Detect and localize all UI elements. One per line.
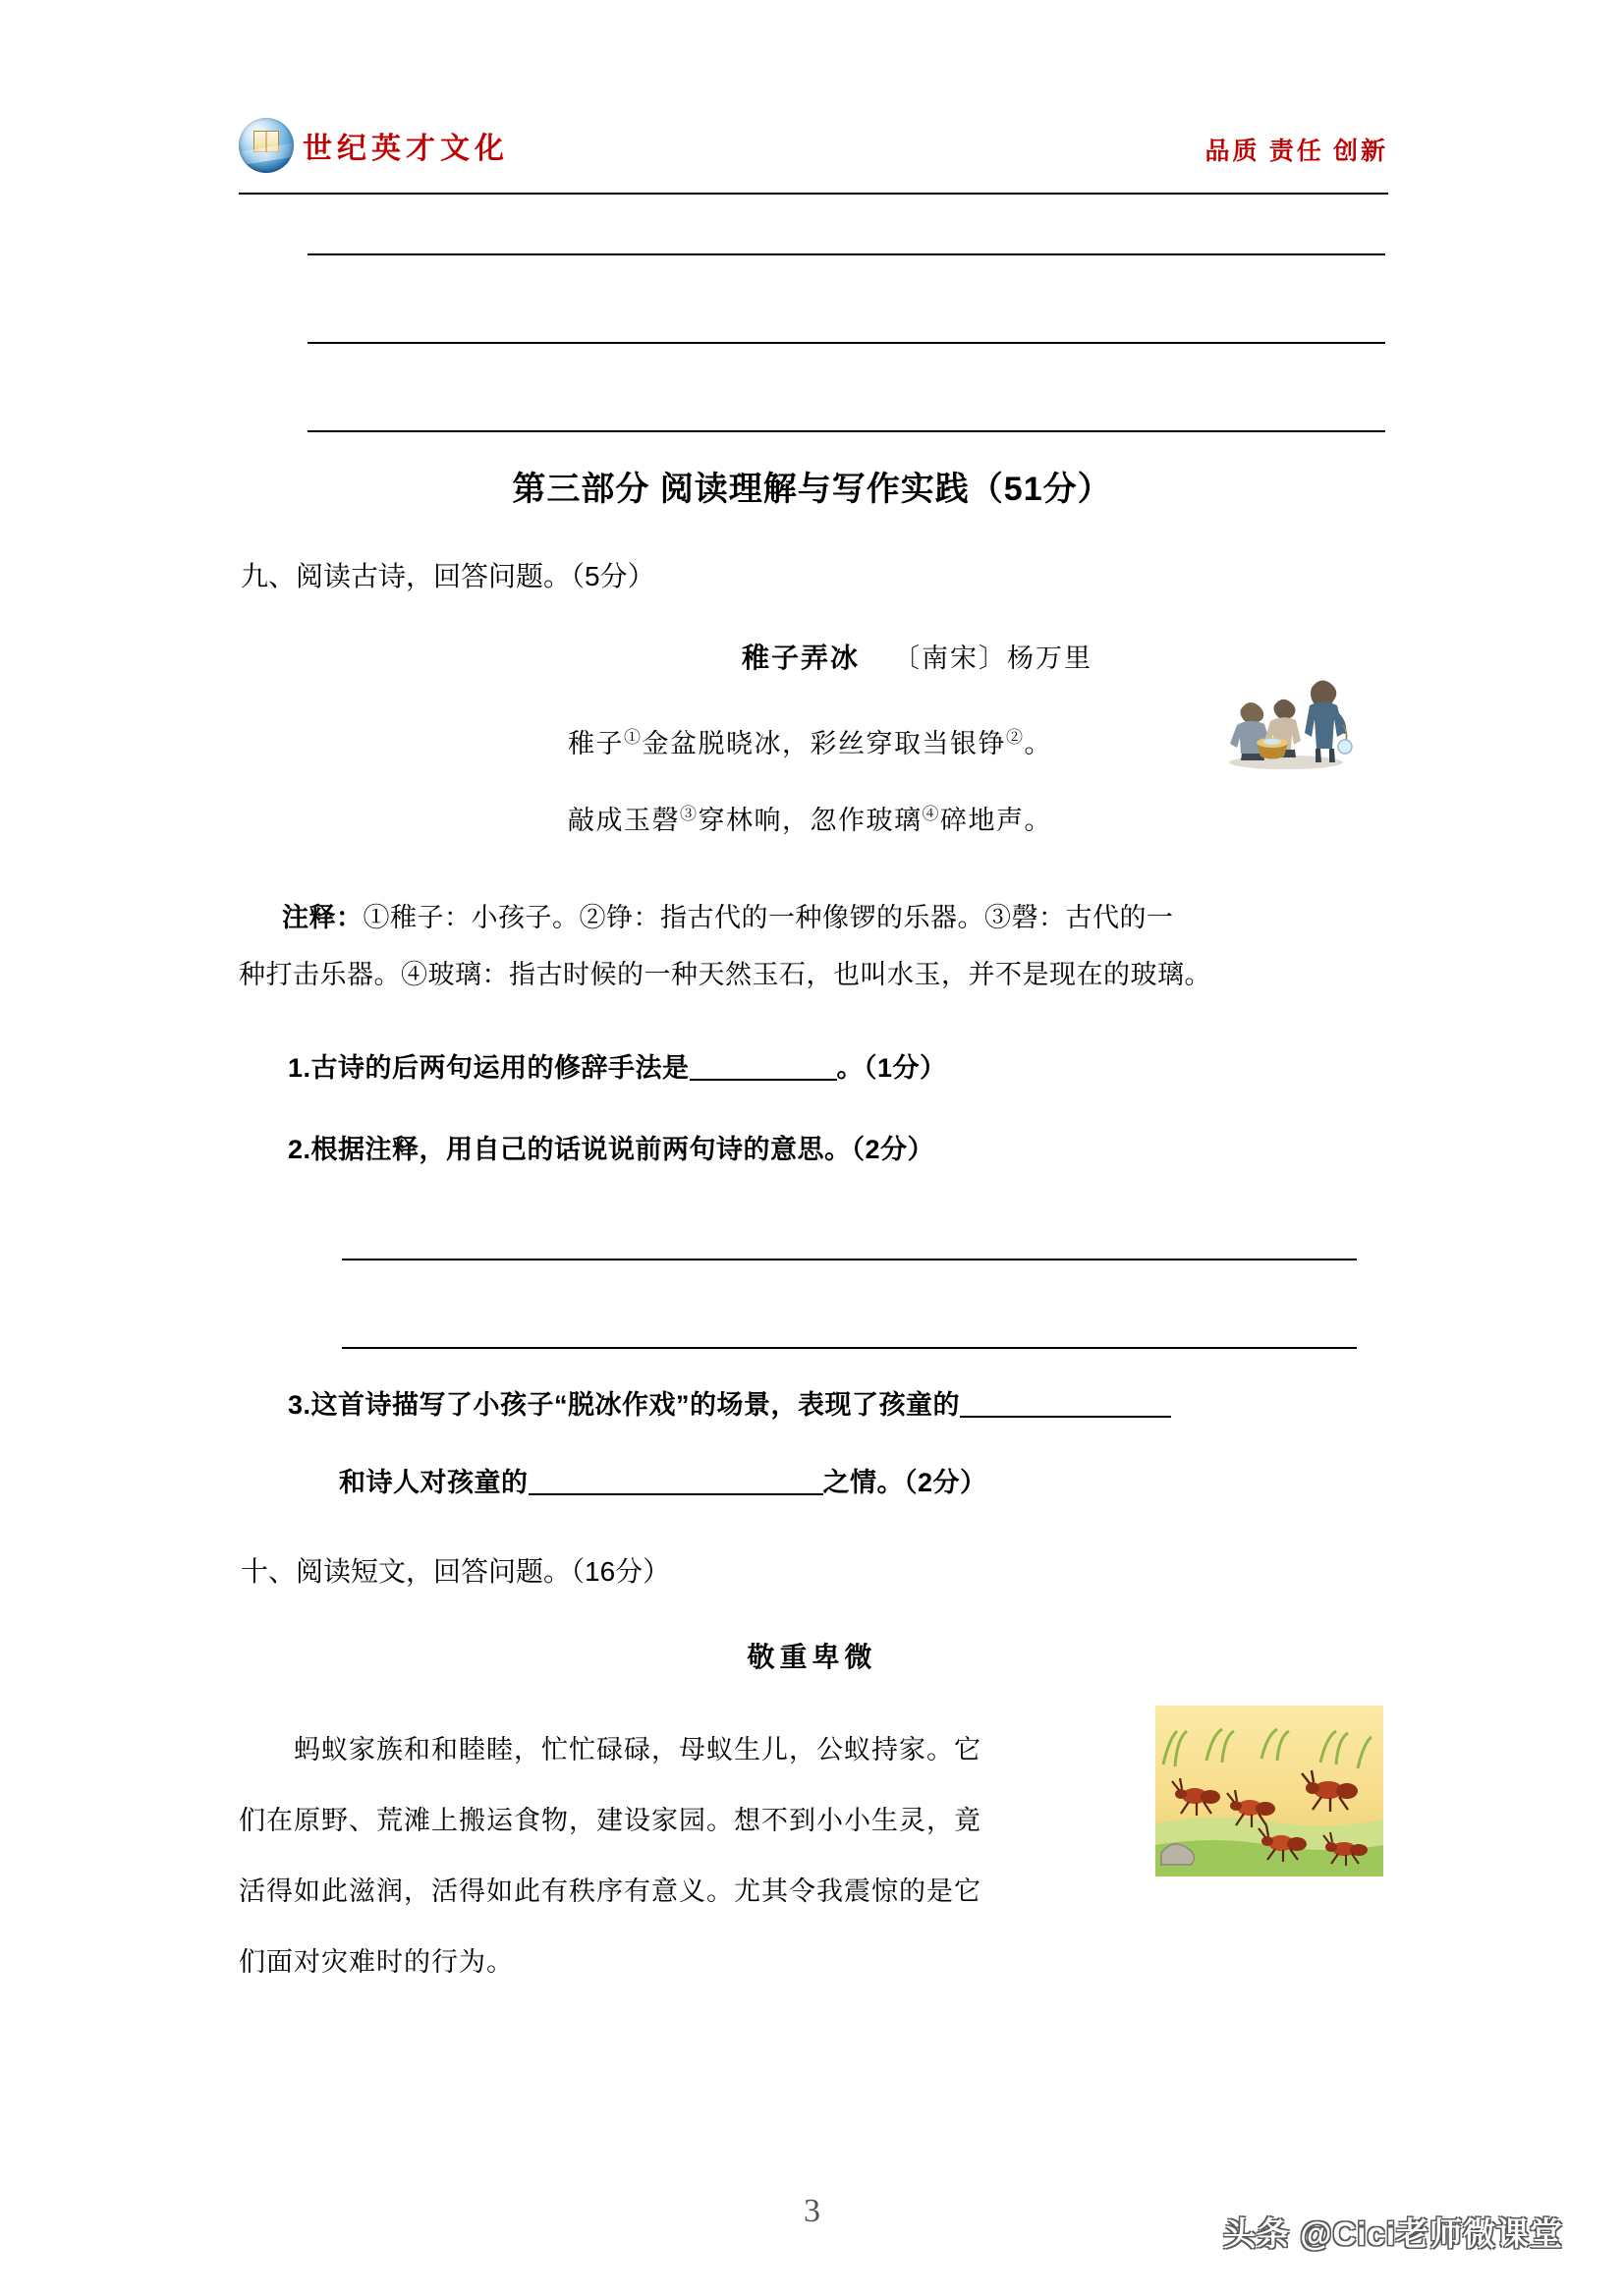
page-number: 3 <box>804 2193 820 2229</box>
notes-line-2 <box>239 946 1388 1003</box>
answer-line[interactable] <box>342 1347 1357 1349</box>
note-marker-3: ③ <box>680 805 699 823</box>
answer-line <box>308 342 1385 344</box>
question-group-nine-heading: 九、阅读古诗，回答问题。（5分） <box>241 561 655 591</box>
question-3-text-cont: 和诗人对孩童的 <box>339 1468 529 1497</box>
question-3-line-2 <box>339 1461 987 1499</box>
note-marker-4: ④ <box>922 805 940 823</box>
article-title: 敬重卑微 <box>747 1643 877 1673</box>
header-divider <box>239 193 1388 195</box>
article-line-2: 们在原野、荒滩上搬运食物，建设家园。想不到小小生灵，竟 <box>239 1806 981 1835</box>
article-line-3: 活得如此滋润，活得如此有秩序有意义。尤其令我震惊的是它 <box>239 1876 981 1906</box>
question-1 <box>288 1046 947 1085</box>
question-3-blank-2[interactable] <box>529 1468 823 1495</box>
poem-author: 〔南宋〕杨万里 <box>893 644 1093 673</box>
globe-book-logo-icon <box>239 118 294 173</box>
question-1-text: 1.古诗的后两句运用的修辞手法是 <box>288 1053 690 1083</box>
question-group-ten-heading: 十、阅读短文，回答问题。（16分） <box>241 1556 671 1587</box>
article-line-1: 蚂蚁家族和和睦睦，忙忙碌碌，母蚁生儿，公蚁持家。它 <box>294 1735 981 1764</box>
brand-name: 世纪英才文化 <box>303 133 509 165</box>
page-header <box>239 116 1388 195</box>
note-marker-2: ② <box>1006 728 1025 747</box>
question-2: 2.根据注释，用自己的话说说前两句诗的意思。（2分） <box>288 1135 935 1164</box>
notes-label: 注释： <box>282 903 364 932</box>
poem-title: 稚子弄冰 <box>742 643 861 673</box>
notes-line-1 <box>239 889 1388 946</box>
poem-notes <box>239 889 1388 1003</box>
notes-text-1: ①稚子：小孩子。②铮：指古代的一种像锣的乐器。③磬：古代的一 <box>363 903 1174 932</box>
question-3-line-1 <box>288 1383 1171 1422</box>
question-1-suffix: 。（1分） <box>836 1053 947 1083</box>
brand-lockup <box>239 118 509 173</box>
answer-line[interactable] <box>342 1259 1357 1260</box>
brand-slogan: 品质 责任 创新 <box>1204 139 1388 165</box>
question-3-suffix: 之情。（2分） <box>822 1468 987 1497</box>
poem-line-2: 敲成玉磬③穿林响，忽作玻璃④碎地声。 <box>568 805 1052 835</box>
question-3-text: 3.这首诗描写了小孩子“脱冰作戏”的场景，表现了孩童的 <box>288 1390 961 1420</box>
notes-text-2: 种打击乐器。④玻璃：指古时候的一种天然玉石，也叫水玉，并不是现在的玻璃。 <box>239 960 1211 989</box>
article-line-4: 们面对灾难时的行为。 <box>239 1947 514 1977</box>
question-3-blank-1[interactable] <box>960 1390 1171 1418</box>
watermark: 头条 @Cici老师微课堂 <box>1223 2215 1563 2252</box>
poem-heading <box>742 637 1092 676</box>
poem-line-1: 稚子①金盆脱晓冰，彩丝穿取当银铮②。 <box>568 728 1052 758</box>
answer-line <box>308 430 1385 432</box>
article-body <box>239 1714 1388 1997</box>
children-playing-ice-illustration <box>1196 648 1372 778</box>
note-marker-1: ① <box>624 728 643 747</box>
answer-line <box>308 253 1385 255</box>
question-1-blank[interactable] <box>690 1053 837 1081</box>
section-title: 第三部分 阅读理解与写作实践（51分） <box>512 471 1112 508</box>
